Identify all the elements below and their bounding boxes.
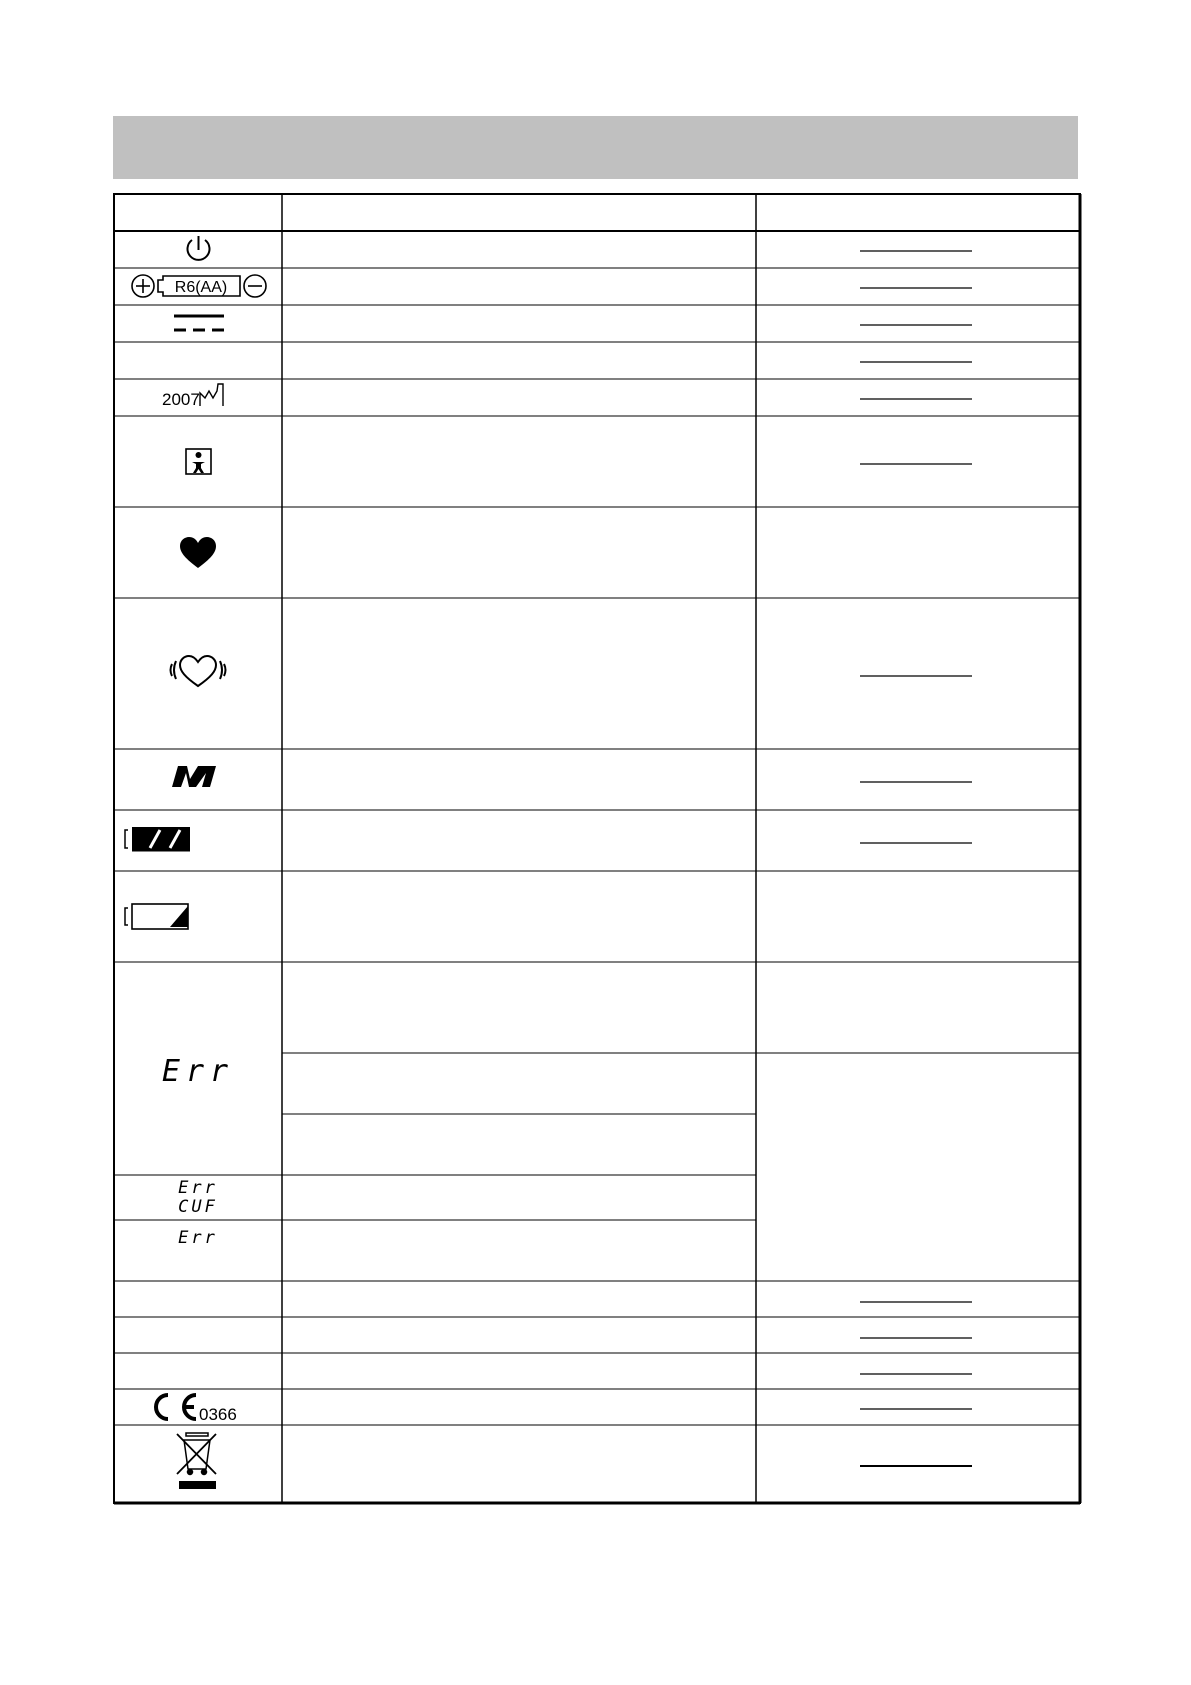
heart-icon — [180, 537, 216, 568]
table-grid — [114, 194, 1080, 1503]
reference-underlines — [860, 251, 972, 1466]
power-icon — [188, 236, 210, 260]
date-of-manufacture-icon — [200, 384, 223, 406]
irregular-heartbeat-icon — [171, 656, 226, 686]
error-small-icon: Err — [178, 1228, 218, 1248]
memory-icon — [172, 766, 216, 787]
manufacture-year: 2007 — [162, 390, 200, 409]
ce-mark-icon — [156, 1395, 196, 1419]
direct-current-icon — [174, 316, 224, 330]
type-bf-applied-part-icon — [186, 449, 211, 474]
cuff-error-err-label: Err — [178, 1178, 218, 1198]
error-icon: Err — [161, 1054, 235, 1089]
battery-type-label: R6(AA) — [174, 279, 228, 296]
ce-notified-body-number: 0366 — [199, 1405, 237, 1424]
battery-low-icon — [125, 904, 188, 929]
cuff-error-icon: CUF — [178, 1197, 218, 1217]
weee-bin-icon — [177, 1433, 216, 1489]
battery-full-icon — [125, 827, 190, 851]
